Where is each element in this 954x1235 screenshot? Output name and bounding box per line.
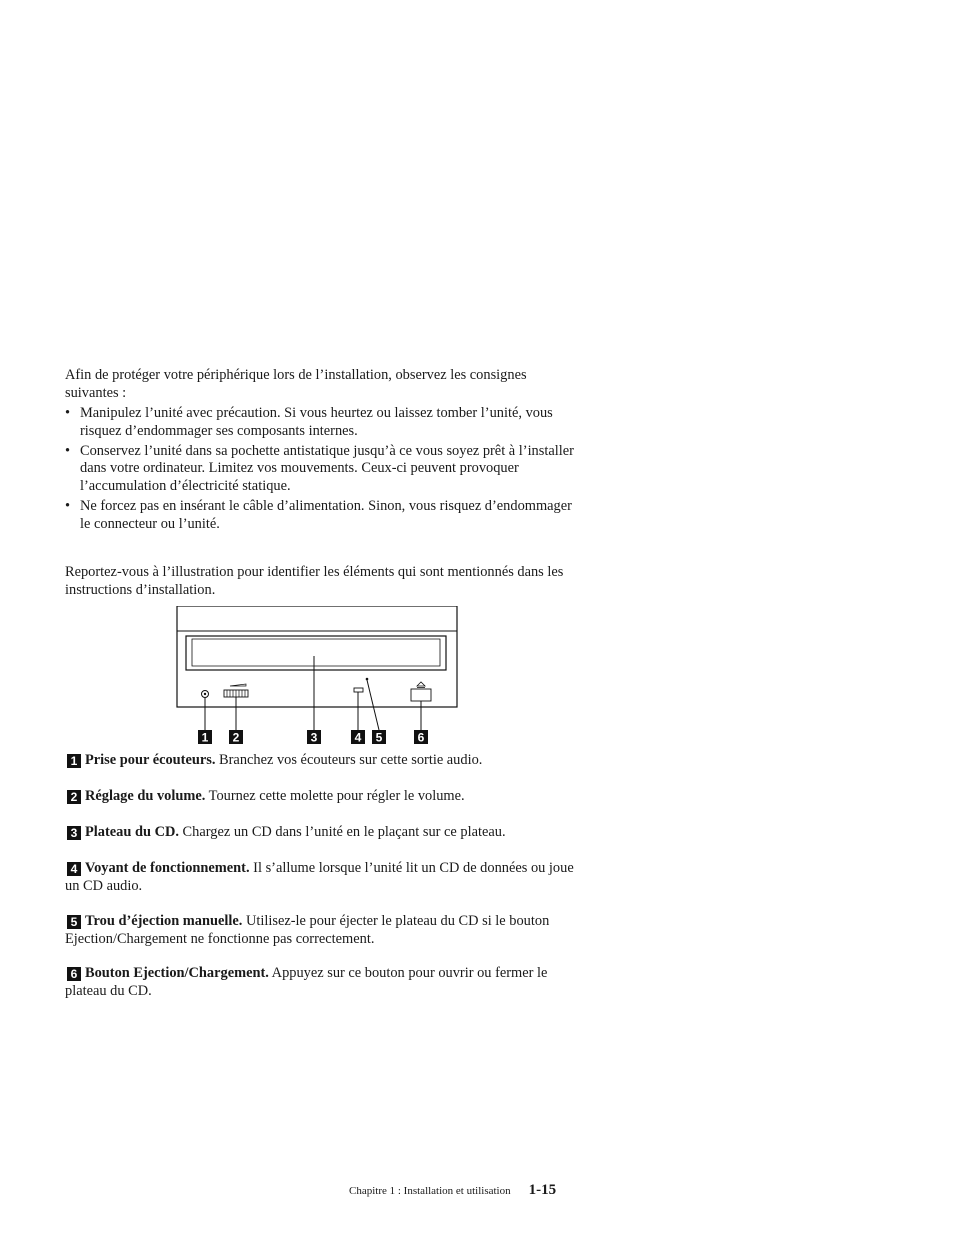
- item-text: Branchez vos écouteurs sur cette sortie audio.: [215, 752, 483, 768]
- item-badge: 1: [67, 754, 81, 768]
- cd-drive-illustration: [170, 606, 470, 748]
- component-item-eject-hole: [65, 913, 575, 948]
- busy-indicator-icon: [354, 688, 363, 692]
- callout-label-3: 3: [310, 730, 318, 745]
- item-badge: 5: [67, 915, 81, 929]
- reference-paragraph: Reportez-vous à l’illustration pour identifier les éléments qui sont mentionnés dans les instructions d’installation.: [65, 564, 564, 598]
- list-item: • Manipulez l’unité avec précaution. Si vous heurtez ou laissez tomber l’unité, vous risquez d’endommager ses composants internes.: [65, 405, 553, 439]
- callout-label-4: 4: [354, 730, 362, 745]
- item-badge: 2: [67, 790, 81, 804]
- item-text: Utilisez-le pour éjecter le plateau du CD si le bouton Ejection/Chargement ne fonctionne pas correctement.: [65, 913, 550, 947]
- precaution-list: [65, 405, 575, 536]
- item-text: Il s’allume lorsque l’unité lit un CD de données ou joue un CD audio.: [65, 860, 574, 894]
- component-item-eject-button: [65, 965, 575, 1000]
- item-title: Réglage du volume.: [85, 788, 206, 804]
- bullet-marker: •: [65, 442, 71, 459]
- component-item-busy-indicator: [65, 860, 575, 895]
- item-badge: 3: [67, 826, 81, 840]
- item-title: Plateau du CD.: [85, 824, 179, 840]
- component-item-headphone: [65, 752, 575, 770]
- item-text: Chargez un CD dans l’unité en le plaçant sur ce plateau.: [178, 824, 506, 840]
- component-item-volume: [65, 788, 575, 806]
- cd-tray: [186, 636, 446, 670]
- callout-label-1: 1: [201, 730, 209, 745]
- page-footer: [349, 1182, 556, 1199]
- callout-label-5: 5: [375, 730, 383, 745]
- cd-tray-slot: [192, 639, 440, 666]
- intro-paragraph: Afin de protéger votre périphérique lors de l’installation, observez les consignes suivantes :: [65, 367, 527, 401]
- item-title: Bouton Ejection/Chargement.: [85, 965, 269, 981]
- item-title: Voyant de fonctionnement.: [85, 860, 250, 876]
- footer-chapter: Chapitre 1 : Installation et utilisation: [349, 1185, 511, 1197]
- item-badge: 4: [67, 862, 81, 876]
- callout-label-2: 2: [232, 730, 240, 745]
- item-text: Tournez cette molette pour régler le volume.: [205, 788, 465, 804]
- item-title: Prise pour écouteurs.: [85, 752, 216, 768]
- item-title: Trou d’éjection manuelle.: [85, 913, 243, 929]
- leader-line-5: [367, 680, 379, 730]
- component-item-tray: [65, 824, 575, 842]
- list-item: • Conservez l’unité dans sa pochette antistatique jusqu’à ce vous soyez prêt à l’installer dans votre ordinateur. Limitez vos mouvements. Ceux-ci peuvent provoquer l’accumulation d’électricité statique.: [65, 442, 574, 494]
- item-text: Appuyez sur ce bouton pour ouvrir ou fermer le plateau du CD.: [65, 965, 548, 999]
- footer-page-number: 1-15: [528, 1182, 557, 1198]
- item-badge: 6: [67, 967, 81, 981]
- bullet-marker: •: [65, 498, 71, 515]
- eject-button-icon: [411, 689, 431, 701]
- callout-label-6: 6: [417, 730, 425, 745]
- eject-hole-icon: [366, 678, 369, 681]
- bullet-marker: •: [65, 405, 71, 421]
- list-item: • Ne forcez pas en insérant le câble d’alimentation. Sinon, vous risquez d’endommager le connecteur ou l’unité.: [65, 498, 572, 532]
- drive-bezel: [177, 606, 457, 707]
